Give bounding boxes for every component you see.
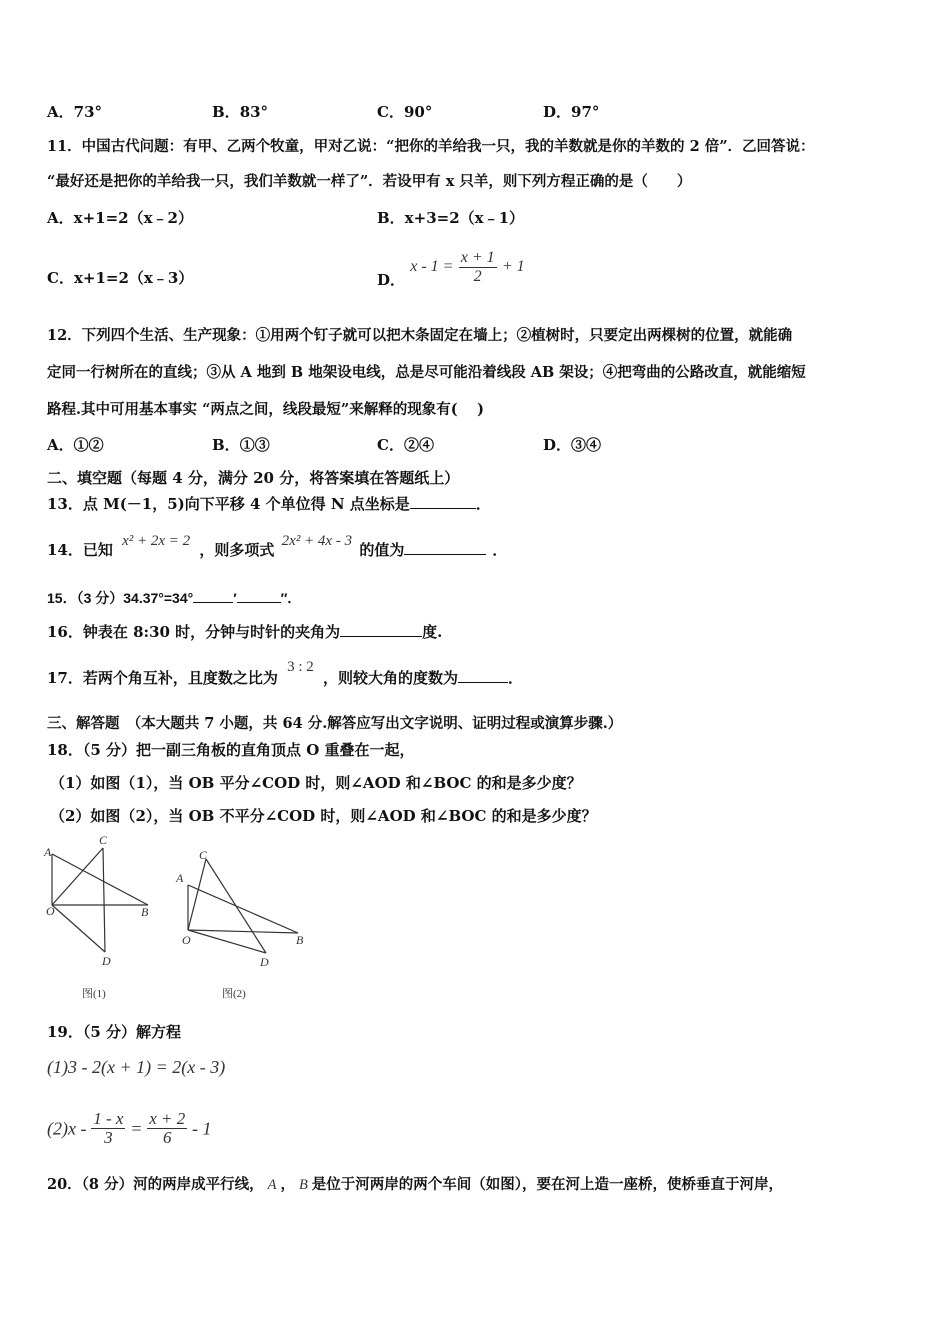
q20-point-a: A xyxy=(267,1177,277,1193)
q10-option-b: B．83° xyxy=(212,103,269,121)
q19-eq2-fraction1: $\frac{1 - x}{3}$ xyxy=(93,1109,124,1147)
q15-minutes-blank[interactable] xyxy=(193,588,233,603)
q10-option-c: C．90° xyxy=(377,103,433,121)
q11-option-c: C．x+1=2（x﹣3） xyxy=(47,269,194,287)
fig1-label-d: D xyxy=(102,954,111,968)
q11-option-d-lhs: x - 1 = xyxy=(410,258,454,275)
fig2-label-b: B xyxy=(296,933,304,947)
q17: 17．若两个角互补，且度数之比为 3 : 2 ，则较大角的度数为 ． xyxy=(47,659,524,687)
q20: 20．（8 分）河的两岸成平行线， A ， B 是位于河两岸的两个车间（如图），要在河上造一座桥，使桥垂直于河岸， xyxy=(47,1176,784,1193)
q12-option-a: A．①② xyxy=(47,436,104,454)
q15-seconds-blank[interactable] xyxy=(237,588,281,603)
q18-figure-2 xyxy=(168,845,318,1005)
q18-line1: 18．（5 分）把一副三角板的直角顶点 O 重叠在一起， xyxy=(47,741,415,759)
fig2-caption: 图(2) xyxy=(222,988,246,1000)
q12-option-d: D．③④ xyxy=(543,436,602,454)
q11-option-b: B．x+3=2（x﹣1） xyxy=(377,209,525,227)
fig1-caption: 图(1) xyxy=(82,988,106,1000)
q16-answer-blank[interactable] xyxy=(340,622,422,637)
q10-option-a: A．73° xyxy=(47,103,103,121)
q14-expr2: 2x² + 4x - 3 xyxy=(281,533,353,549)
fig1-label-o: O xyxy=(46,904,55,918)
q19-eq2-fraction2: $\frac{x + 2}{6}$ xyxy=(149,1109,186,1147)
q11-line1: 11．中国古代问题：有甲、乙两个牧童，甲对乙说：“把你的羊给我一只，我的羊数就是你的羊数的 2 倍”．乙回答说： xyxy=(47,138,815,155)
q14-answer-blank[interactable] xyxy=(404,540,486,555)
q20-point-b: B xyxy=(298,1177,308,1193)
q14: 14．已知 x² + 2x = 2 ，则多项式 2x² + 4x - 3 的值为 ． xyxy=(47,533,508,559)
fig2-label-o: O xyxy=(182,933,191,947)
q11-option-d-fraction: $\frac{x + 1}{2}$ xyxy=(460,248,495,285)
section-2-heading: 二、填空题（每题 4 分，满分 20 分，将答案填在答题纸上） xyxy=(47,469,460,487)
fig2-label-c: C xyxy=(199,848,208,862)
q18-part2: （2）如图（2），当 OB 不平分∠COD 时，则∠AOD 和∠BOC 的和是多少度？ xyxy=(50,807,597,825)
fig1-label-b: B xyxy=(141,905,149,919)
q12-option-b: B．①③ xyxy=(212,436,270,454)
q12-option-c: C．②④ xyxy=(377,436,434,454)
q19-eq1: (1)3 - 2(x + 1) = 2(x - 3) xyxy=(47,1057,226,1077)
q17-answer-blank[interactable] xyxy=(458,668,508,683)
q11-option-d-rhs: + 1 xyxy=(501,258,525,275)
q17-ratio: 3 : 2 xyxy=(287,659,314,675)
q10-option-d: D．97° xyxy=(543,103,600,121)
q12-line1: 12．下列四个生活、生产现象：①用两个钉子就可以把木条固定在墙上；②植树时，只要定出两棵树的位置，就能确 xyxy=(47,327,793,344)
q14-expr1: x² + 2x = 2 xyxy=(122,533,191,549)
q19-title: 19．（5 分）解方程 xyxy=(47,1023,182,1041)
q11-option-a: A．x+1=2（x﹣2） xyxy=(47,209,193,227)
fig2-label-a: A xyxy=(176,871,184,885)
q13-answer-blank[interactable] xyxy=(410,494,476,509)
fig2-label-d: D xyxy=(260,955,269,969)
q18-part1: （1）如图（1），当 OB 平分∠COD 时，则∠AOD 和∠BOC 的和是多少度？ xyxy=(50,774,582,792)
q18-figure-1 xyxy=(38,832,168,1002)
q16: 16．钟表在 8:30 时，分钟与时针的夹角为 度. xyxy=(47,623,443,641)
q11-line2: “最好还是把你的羊给我一只，我们羊数就一样了”．若设甲有 x 只羊，则下列方程正确的是（ ） xyxy=(47,173,692,190)
fig1-label-a: A xyxy=(44,845,52,859)
q19-eq2: (2)x - $\frac{1 - x}{3}$ = $\frac{x + 2}{6}$ - 1 xyxy=(47,1109,212,1147)
fig1-label-c: C xyxy=(99,833,108,847)
section-3-heading: 三、解答题 （本大题共 7 小题，共 64 分.解答应写出文字说明、证明过程或演算步骤.） xyxy=(47,715,623,732)
q12-line2: 定同一行树所在的直线；③从 A 地到 B 地架设电线，总是尽可能沿着线段 AB 架设；④把弯曲的公路改直，就能缩短 xyxy=(47,364,806,381)
q11-option-d xyxy=(377,244,525,290)
q12-line3: 路程.其中可用基本事实 “两点之间，线段最短”来解释的现象有( ) xyxy=(47,401,485,418)
q13: 13．点 M(－1，5)向下平移 4 个单位得 N 点坐标是 ． xyxy=(47,495,491,513)
q11-option-d-key: D． xyxy=(377,271,406,289)
q15: 15．（3 分）34.37°=34° ′ ″． xyxy=(47,590,302,606)
